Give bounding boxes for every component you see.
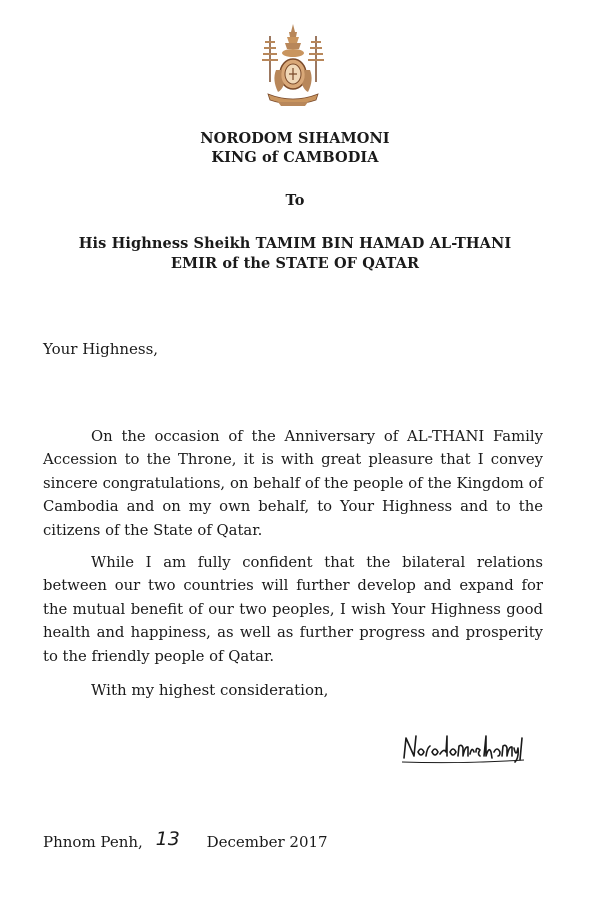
body-paragraph-2: While I am fully confident that the bilateral relations between our two countries will further develop and expand for the mutual benefit of our two peoples, I wish Your Highness good health and happiness, as well as further progress and prosperity to the friendly people of Qatar.: [43, 554, 543, 665]
month-year: December 2017: [206, 833, 328, 851]
recipient-line: [0, 235, 590, 252]
place: Phnom Penh,: [43, 833, 143, 851]
closing-line: With my highest consideration,: [91, 681, 329, 699]
royal-coat-of-arms-icon: [256, 22, 330, 110]
sender-name: NORODOM SIHAMONI: [200, 130, 390, 147]
handwritten-day: 13: [155, 828, 180, 850]
sender-title: KING of CAMBODIA: [211, 149, 379, 166]
recipient-title: EMIR of the STATE OF QATAR: [170, 255, 420, 272]
to-label: To: [285, 192, 305, 209]
salutation: Your Highness,: [43, 340, 159, 358]
handwritten-signature-icon: [400, 730, 530, 766]
place-and-date: [43, 830, 328, 852]
body-paragraph-1: On the occasion of the Anniversary of AL-THANI Family Accession to the Throne, it is with great pleasure that I convey sincere congratulations, on behalf of the people of the Kingdom of Cambodia and on my own behalf, to Your Highness and to the citizens of the State of Qatar.: [43, 428, 543, 539]
recipient-name: TAMIM BIN HAMAD AL-THANI: [255, 235, 512, 252]
recipient-prefix: His Highness Sheikh: [78, 235, 256, 252]
